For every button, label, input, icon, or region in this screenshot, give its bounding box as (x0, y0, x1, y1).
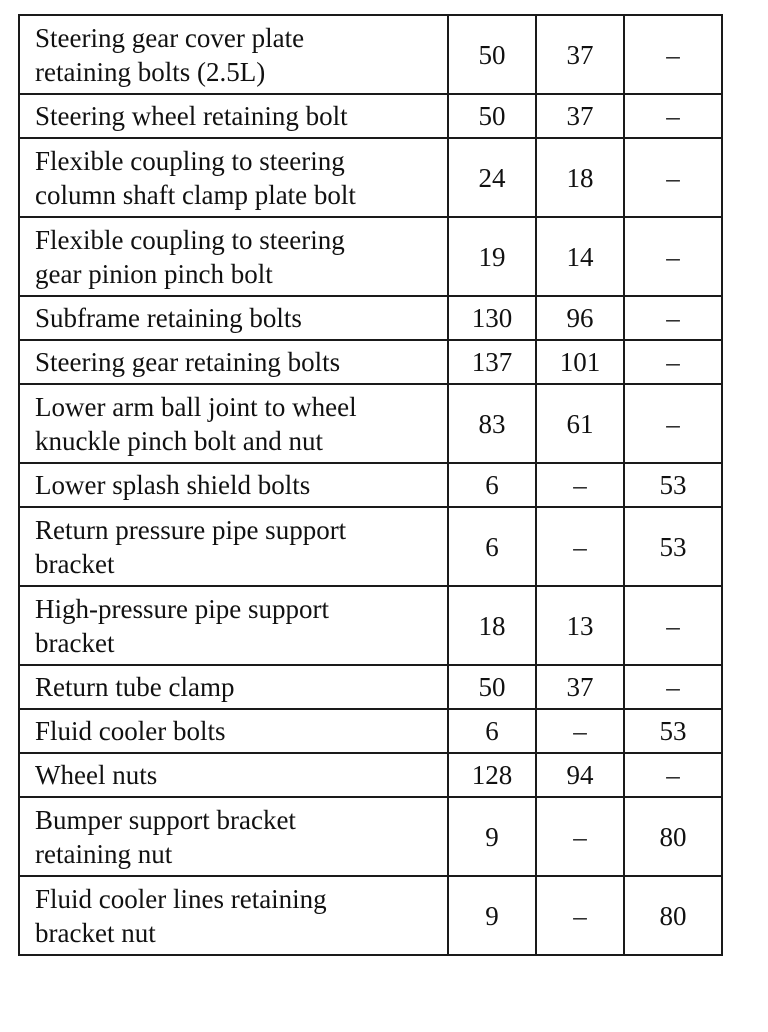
table-row (19, 296, 722, 340)
torque-value-lb-in: 53 (659, 470, 687, 500)
table-cell-nm (448, 753, 536, 797)
table-cell-lbft (536, 340, 624, 384)
torque-value-nm: 6 (485, 531, 499, 562)
table-cell-lbft (536, 753, 624, 797)
table-cell-nm (448, 586, 536, 665)
table-cell-lbft (536, 15, 624, 94)
torque-value-lb-in: – (666, 408, 680, 439)
torque-value-lb-ft: 37 (566, 39, 594, 70)
torque-value-lb-ft: 14 (566, 241, 594, 272)
torque-item-description: Wheel nuts (35, 760, 158, 790)
torque-value-nm: 128 (471, 760, 513, 790)
torque-value-lb-ft: – (573, 531, 587, 562)
table-cell-lbin (624, 797, 722, 876)
table-cell-nm (448, 15, 536, 94)
table-cell-desc (19, 507, 448, 586)
torque-value-nm: 9 (485, 821, 499, 852)
table-cell-lbin (624, 753, 722, 797)
table-cell-desc (19, 753, 448, 797)
table-cell-nm (448, 665, 536, 709)
table-cell-lbin (624, 340, 722, 384)
torque-item-description: Fluid cooler lines retaining bracket nut (35, 883, 327, 948)
table-cell-nm (448, 507, 536, 586)
torque-value-lb-ft: 37 (566, 672, 594, 702)
table-cell-lbin (624, 876, 722, 955)
table-row (19, 753, 722, 797)
torque-item-description: Bumper support bracket retaining nut (35, 804, 296, 869)
table-row (19, 876, 722, 955)
torque-value-lb-in: – (666, 672, 680, 702)
table-cell-lbft (536, 217, 624, 296)
torque-value-lb-ft: 61 (566, 408, 594, 439)
torque-value-lb-ft: 18 (566, 162, 594, 193)
torque-spec-table-body (19, 15, 722, 955)
torque-value-lb-in: – (666, 303, 680, 333)
table-cell-nm (448, 94, 536, 138)
table-cell-lbin (624, 463, 722, 507)
torque-value-lb-in: – (666, 101, 680, 131)
torque-value-lb-in: – (666, 162, 680, 193)
table-cell-lbin (624, 296, 722, 340)
torque-value-nm: 9 (485, 900, 499, 931)
torque-value-lb-in: 80 (659, 900, 687, 931)
torque-item-description: Subframe retaining bolts (35, 303, 302, 333)
table-cell-nm (448, 876, 536, 955)
table-cell-lbft (536, 507, 624, 586)
table-cell-lbin (624, 217, 722, 296)
torque-value-lb-ft: 96 (566, 303, 594, 333)
torque-item-description: Steering wheel retaining bolt (35, 101, 348, 131)
torque-value-nm: 18 (478, 610, 506, 641)
table-cell-lbft (536, 463, 624, 507)
table-cell-lbft (536, 138, 624, 217)
table-cell-desc (19, 15, 448, 94)
torque-value-nm: 130 (471, 303, 513, 333)
table-row (19, 665, 722, 709)
table-cell-lbft (536, 94, 624, 138)
torque-value-lb-in: – (666, 241, 680, 272)
torque-value-lb-in: – (666, 39, 680, 70)
torque-item-description: Flexible coupling to steering gear pinion pinch bolt (35, 224, 345, 289)
table-cell-lbin (624, 586, 722, 665)
torque-value-lb-in: 53 (659, 716, 687, 746)
torque-value-lb-ft: – (573, 821, 587, 852)
torque-value-lb-ft: 13 (566, 610, 594, 641)
torque-item-description: High-pressure pipe support bracket (35, 593, 329, 658)
torque-value-nm: 24 (478, 162, 506, 193)
table-cell-desc (19, 217, 448, 296)
torque-value-lb-ft: 94 (566, 760, 594, 790)
table-cell-lbft (536, 586, 624, 665)
torque-item-description: Lower arm ball joint to wheel knuckle pinch bolt and nut (35, 391, 357, 456)
torque-value-lb-in: 53 (659, 531, 687, 562)
table-row (19, 463, 722, 507)
table-cell-desc (19, 94, 448, 138)
table-cell-nm (448, 138, 536, 217)
table-cell-nm (448, 340, 536, 384)
table-cell-lbin (624, 15, 722, 94)
table-row (19, 586, 722, 665)
table-cell-lbin (624, 665, 722, 709)
table-cell-nm (448, 296, 536, 340)
table-cell-nm (448, 797, 536, 876)
table-row (19, 217, 722, 296)
torque-value-nm: 6 (485, 716, 499, 746)
table-cell-lbin (624, 709, 722, 753)
table-cell-desc (19, 138, 448, 217)
torque-value-lb-in: 80 (659, 821, 687, 852)
table-cell-lbft (536, 797, 624, 876)
torque-value-lb-ft: – (573, 716, 587, 746)
torque-value-nm: 50 (478, 672, 506, 702)
table-row (19, 797, 722, 876)
table-cell-desc (19, 384, 448, 463)
torque-spec-table (18, 14, 723, 956)
table-cell-lbin (624, 507, 722, 586)
table-cell-desc (19, 463, 448, 507)
table-cell-lbft (536, 665, 624, 709)
torque-item-description: Fluid cooler bolts (35, 716, 226, 746)
table-cell-desc (19, 797, 448, 876)
table-cell-lbft (536, 709, 624, 753)
table-row (19, 709, 722, 753)
torque-value-lb-ft: – (573, 470, 587, 500)
torque-value-nm: 50 (478, 101, 506, 131)
torque-item-description: Steering gear retaining bolts (35, 347, 341, 377)
torque-value-lb-in: – (666, 347, 680, 377)
table-cell-lbin (624, 94, 722, 138)
table-cell-desc (19, 876, 448, 955)
table-cell-lbin (624, 138, 722, 217)
table-row (19, 94, 722, 138)
table-cell-lbin (624, 384, 722, 463)
torque-item-description: Lower splash shield bolts (35, 470, 311, 500)
torque-value-lb-ft: 101 (559, 347, 601, 377)
table-row (19, 384, 722, 463)
torque-value-nm: 19 (478, 241, 506, 272)
table-cell-desc (19, 296, 448, 340)
table-cell-desc (19, 340, 448, 384)
table-cell-desc (19, 709, 448, 753)
torque-spec-sheet (18, 14, 718, 956)
torque-value-lb-in: – (666, 610, 680, 641)
table-cell-desc (19, 665, 448, 709)
table-cell-nm (448, 463, 536, 507)
table-row (19, 340, 722, 384)
torque-value-nm: 6 (485, 470, 499, 500)
table-row (19, 138, 722, 217)
torque-value-lb-ft: – (573, 900, 587, 931)
torque-item-description: Return tube clamp (35, 672, 235, 702)
table-row (19, 507, 722, 586)
table-cell-lbft (536, 384, 624, 463)
table-cell-nm (448, 709, 536, 753)
torque-value-lb-ft: 37 (566, 101, 594, 131)
table-cell-nm (448, 217, 536, 296)
torque-item-description: Flexible coupling to steering column shaft clamp plate bolt (35, 145, 356, 210)
torque-item-description: Steering gear cover plate retaining bolts (2.5L) (35, 22, 305, 87)
torque-value-lb-in: – (666, 760, 680, 790)
table-cell-lbft (536, 296, 624, 340)
table-cell-lbft (536, 876, 624, 955)
table-row (19, 15, 722, 94)
torque-item-description: Return pressure pipe support bracket (35, 514, 347, 579)
torque-value-nm: 50 (478, 39, 506, 70)
torque-value-nm: 83 (478, 408, 506, 439)
table-cell-nm (448, 384, 536, 463)
torque-value-nm: 137 (471, 347, 513, 377)
table-cell-desc (19, 586, 448, 665)
